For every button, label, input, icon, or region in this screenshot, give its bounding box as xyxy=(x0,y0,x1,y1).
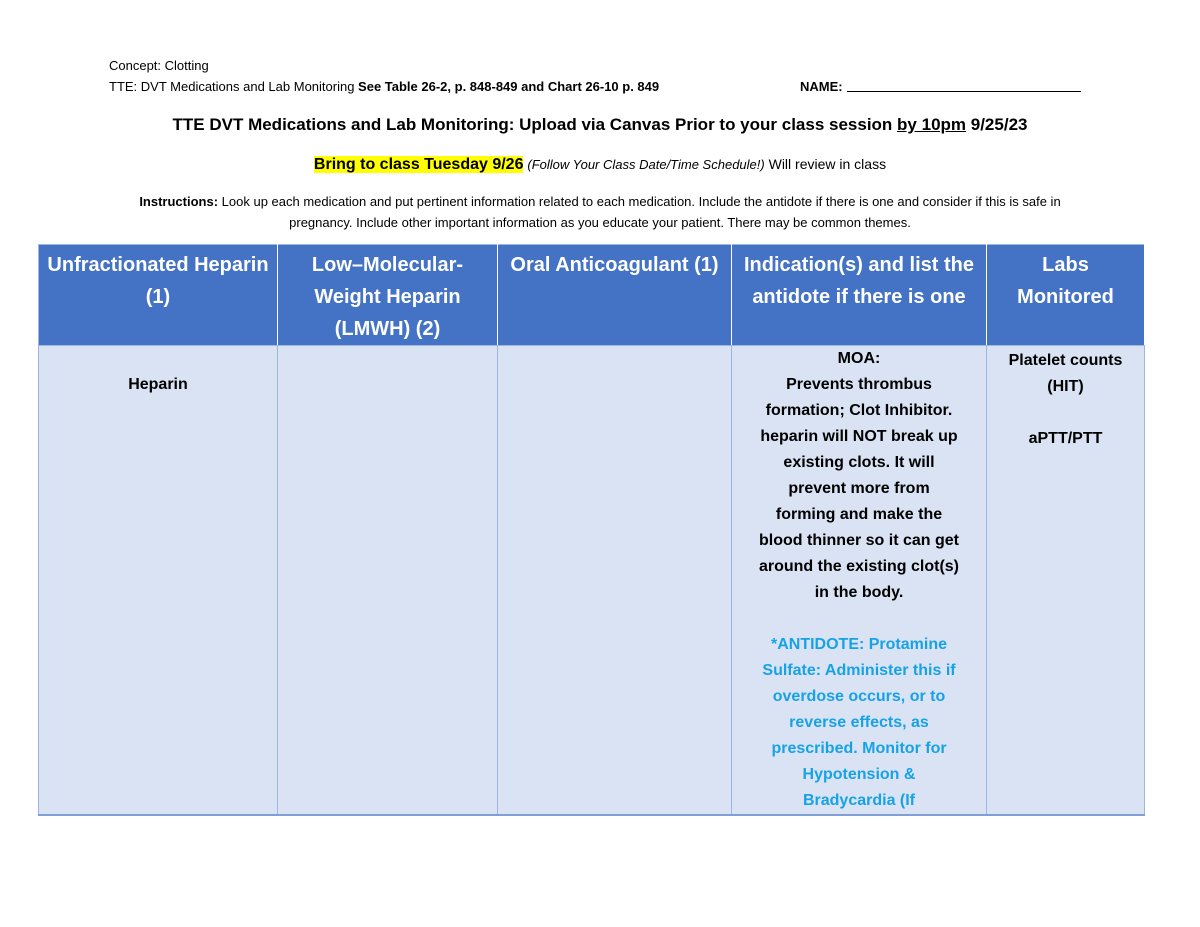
cell-labs-monitored[interactable] xyxy=(987,346,1145,816)
title-text: TTE DVT Medications and Lab Monitoring: Upload via Canvas Prior to your class session xyxy=(172,115,898,134)
moa-text xyxy=(732,346,986,814)
antidote-line: reverse effects, as xyxy=(789,714,929,731)
antidote-line: prescribed. Monitor for xyxy=(771,740,947,757)
antidote-line: Hypotension & xyxy=(802,766,916,783)
column-header-unfractionated-heparin: Unfractionated Heparin (1) xyxy=(39,245,278,346)
drug-name: Heparin xyxy=(128,376,188,393)
spacer xyxy=(987,400,1144,426)
tte-reference-line xyxy=(109,79,659,95)
cell-unfractionated-heparin[interactable] xyxy=(39,346,278,816)
labs-text xyxy=(987,346,1144,452)
name-label: NAME: xyxy=(800,79,843,94)
schedule-note: (Follow Your Class Date/Time Schedule!) xyxy=(527,157,765,172)
tte-title-text: TTE: DVT Medications and Lab Monitoring xyxy=(109,79,359,94)
title-date: 9/25/23 xyxy=(966,115,1028,134)
instructions-label: Instructions: xyxy=(139,194,219,209)
moa-line: around the existing clot(s) xyxy=(758,558,959,575)
table-header-row xyxy=(39,245,1145,346)
instructions-text: Look up each medication and put pertinent information related to each medication. Include the antidote if there is one and consider if this is safe in pregnancy. Include other important information as you educate your patient. There may be common themes. xyxy=(218,194,1061,230)
column-header-lmwh: Low–Molecular-Weight Heparin (LMWH) (2) xyxy=(278,245,498,346)
title-deadline: by 10pm xyxy=(897,115,967,134)
cell-oral-anticoagulant[interactable] xyxy=(498,346,732,816)
name-blank-line xyxy=(847,79,1081,92)
moa-line: formation; Clot Inhibitor. xyxy=(765,402,953,419)
spacer xyxy=(740,606,978,632)
antidote-line: overdose occurs, or to xyxy=(772,688,946,705)
textbook-reference: See Table 26-2, p. 848-849 and Chart 26-10 p. 849 xyxy=(358,79,660,94)
column-header-indications: Indication(s) and list the antidote if there is one xyxy=(732,245,987,346)
antidote-line: *ANTIDOTE: Protamine xyxy=(770,636,947,653)
column-header-labs-monitored: Labs Monitored xyxy=(987,245,1145,346)
moa-line: prevent more from xyxy=(788,480,930,497)
moa-line: heparin will NOT break up xyxy=(760,428,958,445)
bring-to-class-note xyxy=(0,154,1200,175)
instructions xyxy=(130,191,1070,233)
moa-line: in the body. xyxy=(814,584,904,601)
moa-line: MOA: xyxy=(837,350,881,367)
column-header-oral-anticoagulant: Oral Anticoagulant (1) xyxy=(498,245,732,346)
moa-line: Prevents thrombus xyxy=(786,376,932,393)
concept-label: Concept: Clotting xyxy=(109,58,209,73)
review-note: Will review in class xyxy=(764,156,887,172)
cell-indications[interactable] xyxy=(732,346,987,816)
cell-lmwh[interactable] xyxy=(278,346,498,816)
lab-platelet-counts: Platelet counts xyxy=(1008,352,1123,369)
antidote-line: Bradycardia (If xyxy=(802,792,916,809)
name-field xyxy=(800,79,1081,94)
moa-line: blood thinner so it can get xyxy=(759,532,959,549)
lab-aptt: aPTT/PTT xyxy=(1028,430,1103,447)
bring-highlight: Bring to class Tuesday 9/26 xyxy=(313,156,524,173)
page-title xyxy=(0,114,1200,136)
antidote-line: Sulfate: Administer this if xyxy=(762,662,956,679)
moa-line: forming and make the xyxy=(775,506,943,523)
lab-hit: (HIT) xyxy=(1047,378,1084,395)
moa-line: existing clots. It will xyxy=(783,454,935,471)
medication-table xyxy=(38,244,1145,816)
table-row xyxy=(39,346,1145,816)
